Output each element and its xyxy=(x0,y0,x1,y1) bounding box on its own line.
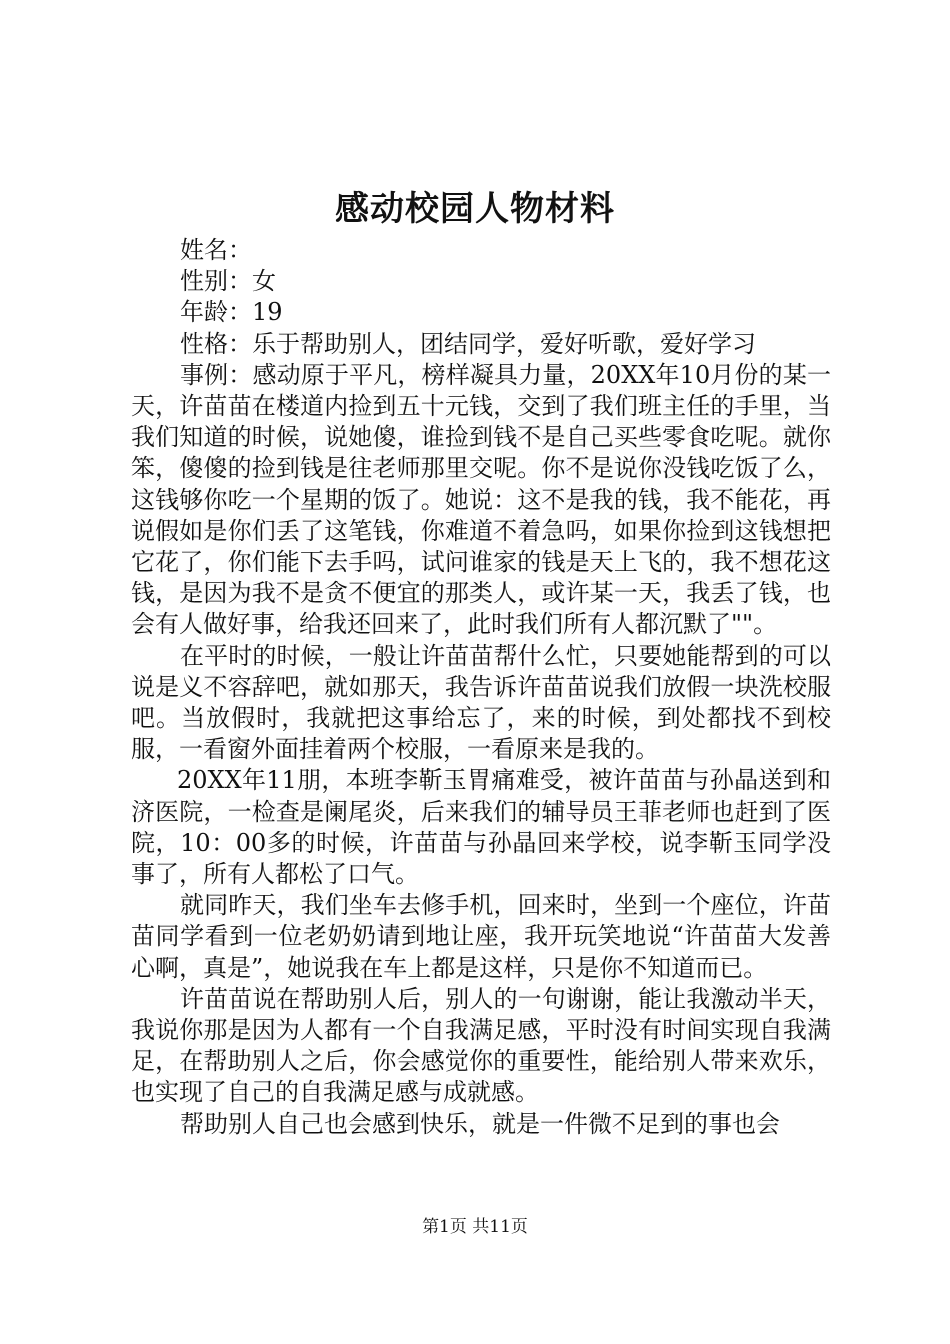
paragraph-satisfaction: 许苗苗说在帮助别人后，别人的一句谢谢，能让我激动半天，我说你那是因为人都有一个自我满足感，平时没有时间实现自我满足，在帮助别人之后，你会感觉你的重要性，能给别人带来欢乐，也实现了自己的自我满足感与成就感。 xyxy=(131,984,831,1107)
paragraph-bus-seat: 就同昨天，我们坐车去修手机，回来时，坐到一个座位，许苗苗同学看到一位老奶奶请到地让座，我开玩笑地说“许苗苗大发善心啊，真是”，她说我在车上都是这样，只是你不知道而已。 xyxy=(131,891,831,982)
paragraph-example: 事例：感动原于平凡，榜样凝具力量，20XX年10月份的某一天，许苗苗在楼道内捡到五十元钱，交到了我们班主任的手里，当我们知道的时候，说她傻，谁捡到钱不是自己买些零食吃呢。就你笨，傻傻的捡到钱是往老师那里交呢。你不是说你没钱吃饭了么，这钱够你吃一个星期的饭了。她说：这不是我的钱，我不能花，再说假如是你们丢了这笔钱，你难道不着急吗，如果你捡到这钱想把它花了，你们能下去手吗，试问谁家的钱是天上飞的，我不想花这钱，是因为我不是贪不便宜的那类人，或许某一天，我丢了钱，也会有人做好事，给我还回来了，此时我们所有人都沉默了""。 xyxy=(131,360,831,639)
page-footer: 第1页 共11页 xyxy=(422,1217,528,1237)
document-title: 感动校园人物材料 xyxy=(335,189,615,229)
field-gender: 性别：女 xyxy=(180,267,276,296)
field-name: 姓名： xyxy=(180,236,252,264)
paragraph-hospital: 20XX年11朋，本班李靳玉胃痛难受，被许苗苗与孙晶送到和济医院，一检查是阑尾炎，后来我们的辅导员王菲老师也赶到了医院，10：00多的时候，许苗苗与孙晶回来学校，说李靳玉同学没事了，所有人都松了口气。 xyxy=(131,766,831,889)
field-personality: 性格：乐于帮助别人，团结同学，爱好听歌，爱好学习 xyxy=(180,329,756,358)
paragraph-happiness: 帮助别人自己也会感到快乐，就是一件微不足到的事也会 xyxy=(180,1109,780,1138)
field-age: 年龄：19 xyxy=(180,298,283,327)
document-body xyxy=(131,235,831,1140)
paragraph-helping: 在平时的时候，一般让许苗苗帮什么忙，只要她能帮到的可以说是义不容辞吧，就如那天，我告诉许苗苗说我们放假一块洗校服吧。当放假时，我就把这事给忘了，来的时候，到处都找不到校服，一看窗外面挂着两个校服，一看原来是我的。 xyxy=(131,641,831,764)
